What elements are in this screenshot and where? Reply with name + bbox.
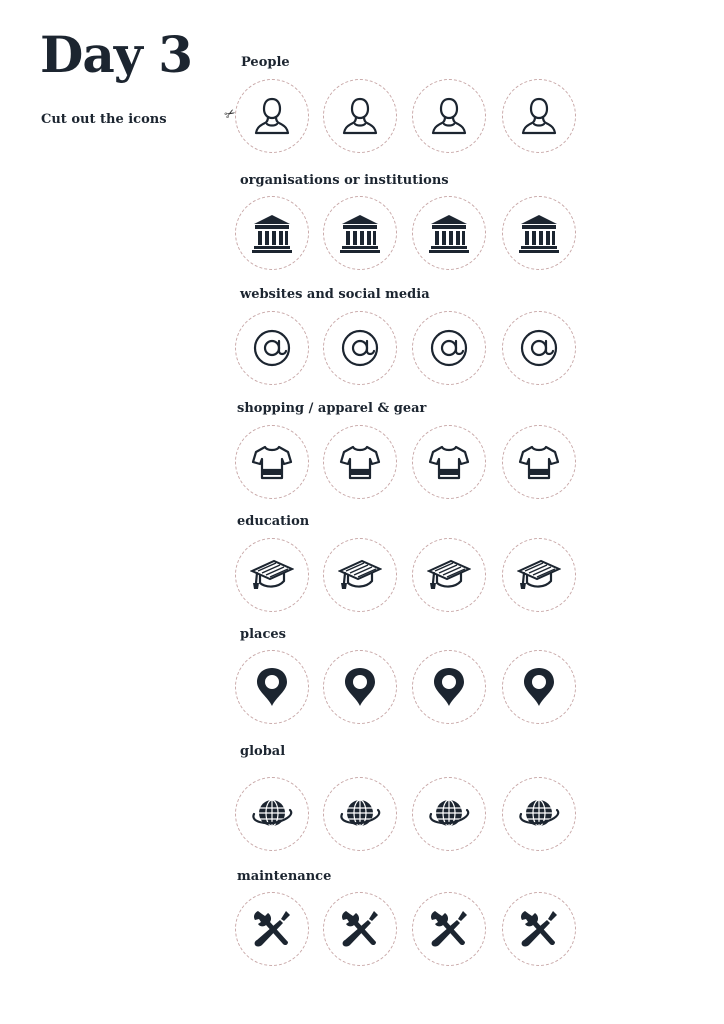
location-pin-icon [338,665,382,709]
section-label: People [241,55,290,70]
cutout-circle [412,196,486,270]
tshirt-icon [338,440,382,484]
location-pin-icon [427,665,471,709]
cutout-circle [412,892,486,966]
scissors-icon: ✂ [221,105,239,124]
cutout-circle [502,311,576,385]
section-label: organisations or institutions [240,173,449,188]
cutout-circle [502,777,576,851]
institution-icon [250,211,294,255]
cutout-circle [323,196,397,270]
person-icon [338,94,382,138]
cutout-circle [235,892,309,966]
section-label: websites and social media [240,287,430,302]
tools-icon [250,907,294,951]
cutout-circle [502,196,576,270]
page-subtitle: Cut out the icons [41,112,167,127]
location-pin-icon [250,665,294,709]
person-icon [250,94,294,138]
section-label: global [240,744,286,759]
cutout-circle [412,538,486,612]
cutout-circle [323,777,397,851]
cutout-circle [235,650,309,724]
section-label: places [240,627,286,642]
cutout-circle [323,650,397,724]
cutout-circle [502,538,576,612]
globe-icon [517,792,561,836]
tools-icon [427,907,471,951]
section-label: education [237,514,310,529]
cutout-circle [502,892,576,966]
cutout-circle [502,79,576,153]
globe-icon [338,792,382,836]
cutout-circle [412,311,486,385]
cutout-circle [235,425,309,499]
cutout-circle [412,650,486,724]
graduation-cap-icon [517,553,561,597]
section-label: shopping / apparel & gear [237,401,427,416]
globe-icon [250,792,294,836]
cutout-circle [323,311,397,385]
tshirt-icon [427,440,471,484]
institution-icon [427,211,471,255]
institution-icon [338,211,382,255]
cutout-circle [323,79,397,153]
cutout-circle [412,777,486,851]
tools-icon [338,907,382,951]
tshirt-icon [250,440,294,484]
person-icon [427,94,471,138]
at-sign-icon [250,326,294,370]
graduation-cap-icon [250,553,294,597]
at-sign-icon [517,326,561,370]
institution-icon [517,211,561,255]
graduation-cap-icon [427,553,471,597]
cutout-circle [235,538,309,612]
cutout-circle [323,892,397,966]
tools-icon [517,907,561,951]
cutout-circle [235,196,309,270]
graduation-cap-icon [338,553,382,597]
at-sign-icon [427,326,471,370]
cutout-circle [323,425,397,499]
cutout-circle [502,425,576,499]
at-sign-icon [338,326,382,370]
cutout-circle [235,311,309,385]
tshirt-icon [517,440,561,484]
cutout-circle [323,538,397,612]
page-title: Day 3 [40,25,193,84]
globe-icon [427,792,471,836]
cutout-circle [412,425,486,499]
location-pin-icon [517,665,561,709]
cutout-circle [502,650,576,724]
section-label: maintenance [237,869,332,884]
cutout-circle [235,79,309,153]
cutout-circle [412,79,486,153]
person-icon [517,94,561,138]
cutout-circle [235,777,309,851]
